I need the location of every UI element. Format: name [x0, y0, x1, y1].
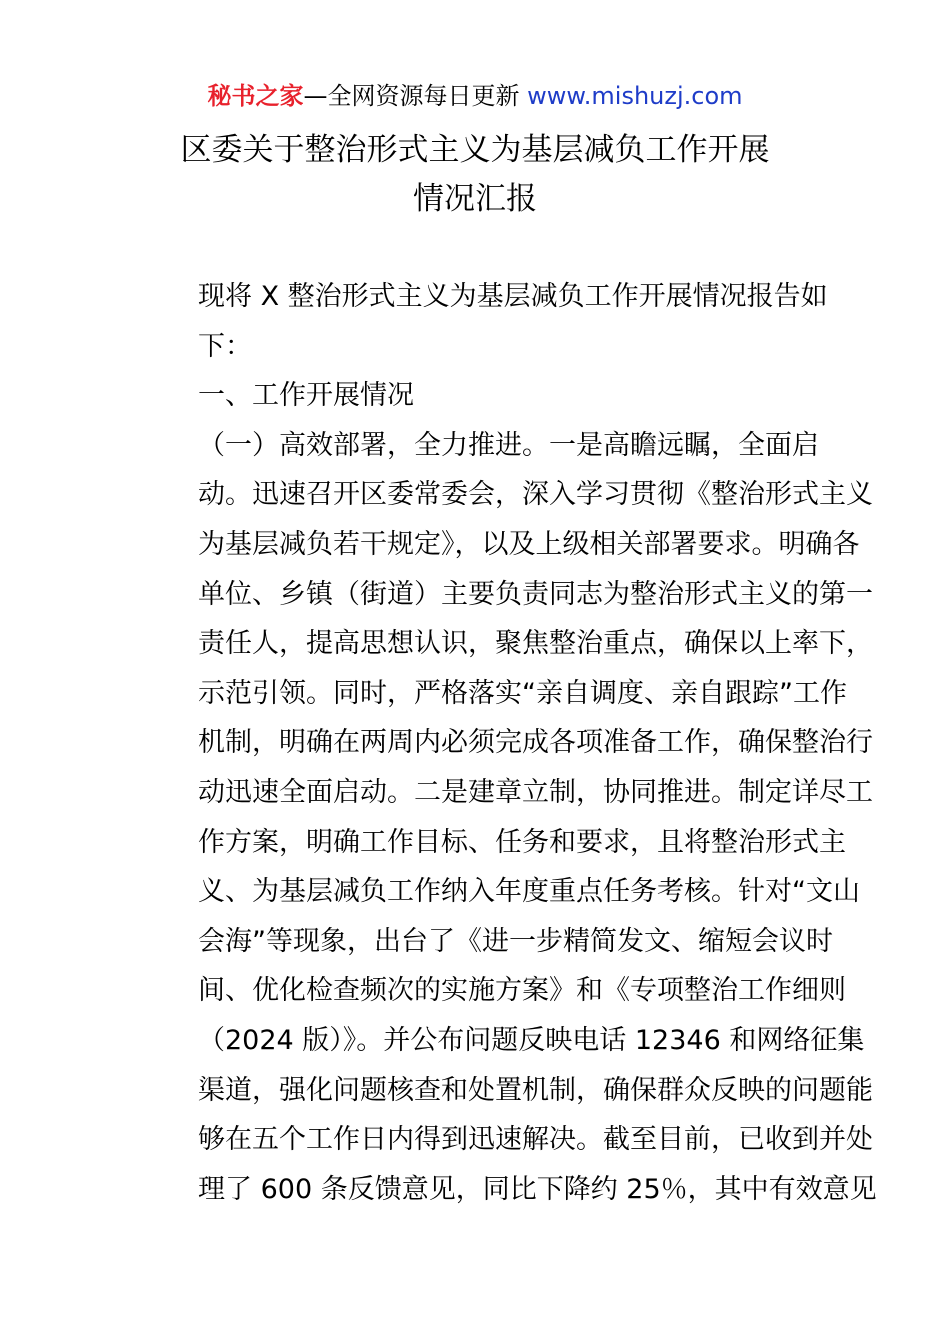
text-line: 会海”等现象，出台了《进一步精简发文、缩短会议时 [198, 925, 833, 957]
text-line: 下： [198, 330, 252, 362]
document-title [0, 126, 950, 224]
text-line: 作方案，明确工作目标、任务和要求，且将整治形式主 [198, 826, 846, 858]
text-line: 渠道，强化问题核查和处置机制，确保群众反映的问题能 [198, 1074, 873, 1106]
intro-paragraph [144, 272, 828, 371]
text-line: 为基层减负若干规定》，以及上级相关部署要求。明确各 [198, 528, 860, 560]
brand-name: 秘书之家 [207, 82, 304, 110]
text-line: （一）高效部署，全力推进。一是高瞻远瞩，全面启 [198, 429, 819, 461]
text-line: 理了 600 条反馈意见，同比下降约 25％，其中有效意见 [198, 1173, 877, 1205]
header-tagline: —全网资源每日更新 [303, 82, 528, 110]
site-header [0, 80, 950, 112]
text-line: 机制，明确在两周内必须完成各项准备工作，确保整治行 [198, 727, 873, 759]
text-line: 间、优化检查频次的实施方案》和《专项整治工作细则 [198, 975, 846, 1007]
title-line-1: 区委关于整治形式主义为基层减负工作开展 [180, 132, 770, 168]
website-url: www.mishuzj.com [527, 82, 743, 110]
body-paragraph [144, 421, 877, 1215]
text-line: 义、为基层减负工作纳入年度重点任务考核。针对“文山 [198, 876, 860, 908]
text-line: 一、工作开展情况 [198, 380, 414, 412]
text-line: 示范引领。同时，严格落实“亲自调度、亲自跟踪”工作 [198, 677, 847, 709]
document-body [144, 272, 877, 1214]
text-line: 够在五个工作日内得到迅速解决。截至目前，已收到并处 [198, 1124, 873, 1156]
text-line: 动迅速全面启动。二是建章立制，协同推进。制定详尽工 [198, 776, 873, 808]
title-line-2: 情况汇报 [413, 181, 537, 217]
text-line: 现将 X 整治形式主义为基层减负工作开展情况报告如 [198, 281, 828, 312]
text-line: 单位、乡镇（街道）主要负责同志为整治形式主义的第一 [198, 578, 873, 610]
section-heading [144, 371, 808, 421]
text-line: （2024 版）》。并公布问题反映电话 12346 和网络征集 [198, 1024, 865, 1056]
text-line: 动。迅速召开区委常委会，深入学习贯彻《整治形式主义 [198, 479, 873, 511]
text-line: 责任人，提高思想认识，聚焦整治重点，确保以上率下， [198, 628, 873, 660]
